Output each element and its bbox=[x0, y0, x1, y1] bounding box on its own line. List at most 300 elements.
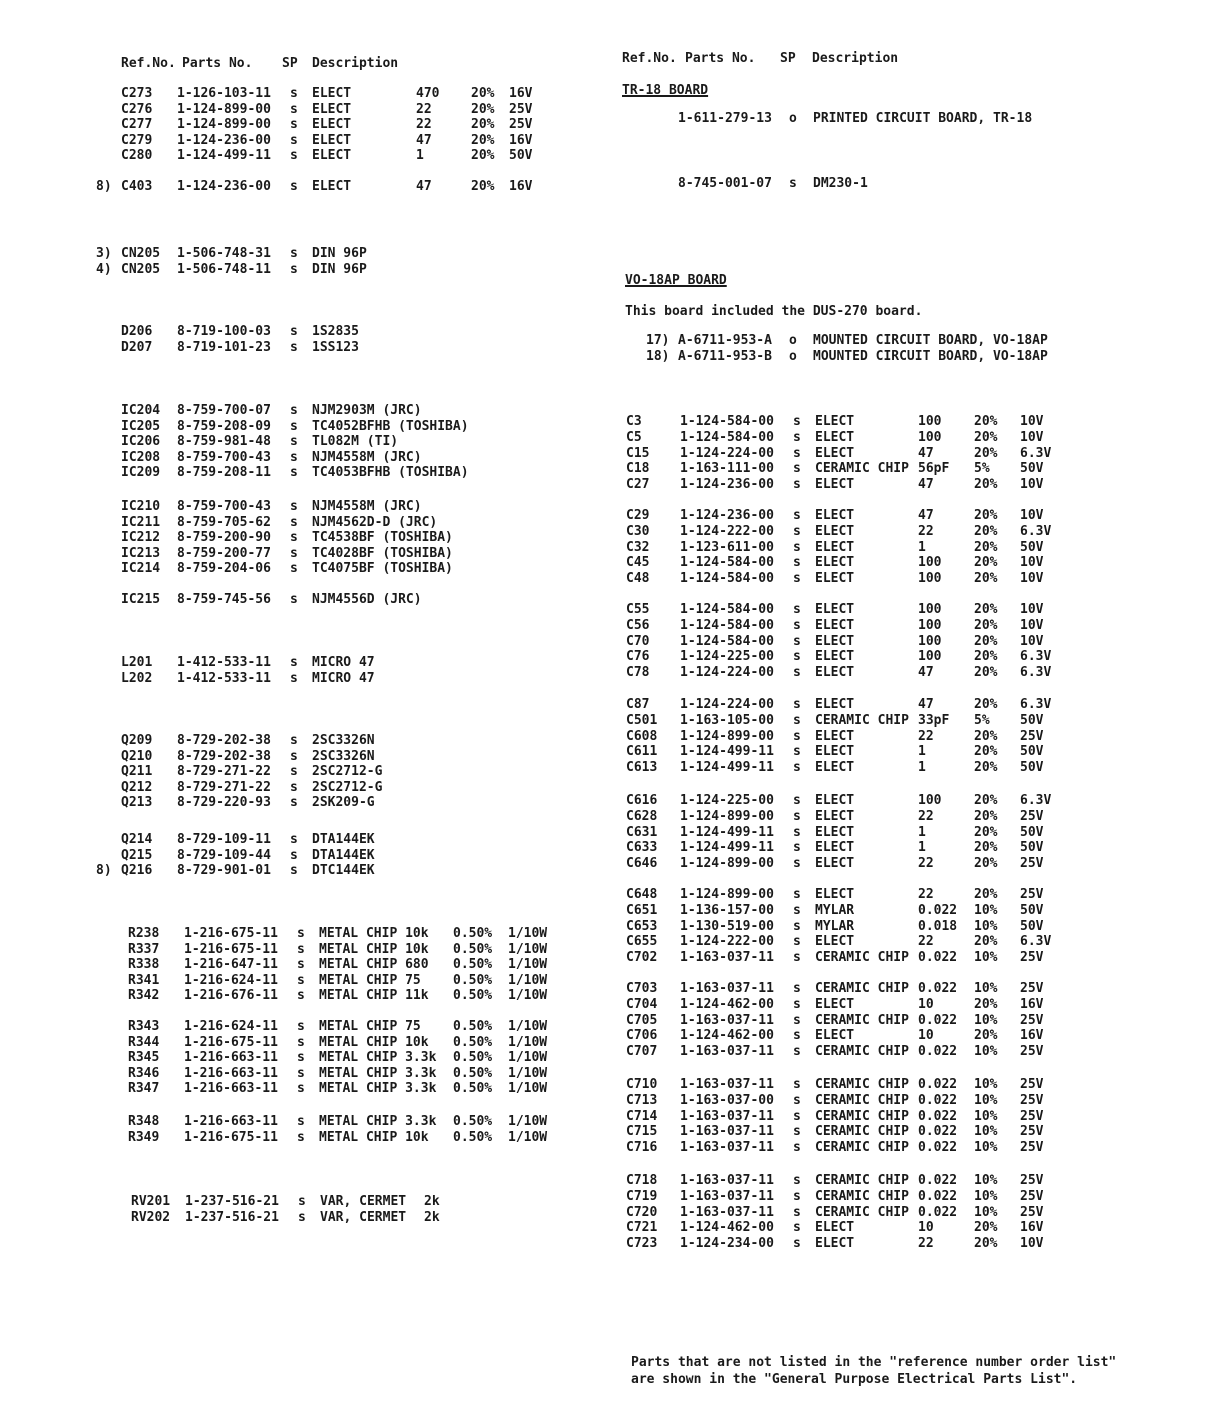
value: 1 bbox=[918, 744, 926, 760]
part-number: 8-759-705-62 bbox=[177, 514, 271, 530]
sp-code: s bbox=[793, 744, 801, 760]
description: ELECT bbox=[815, 887, 855, 902]
sp-code: s bbox=[793, 445, 801, 461]
part-number: 1-126-103-11 bbox=[177, 86, 271, 101]
sp-code: s bbox=[793, 1220, 801, 1236]
rating: 10V bbox=[1020, 429, 1044, 445]
rating: 16V bbox=[509, 132, 533, 148]
part-number: 1-124-899-00 bbox=[680, 808, 774, 824]
rating: 25V bbox=[1020, 1044, 1044, 1060]
description: CERAMIC CHIP bbox=[815, 1204, 909, 1220]
value: 0.022 bbox=[918, 1204, 958, 1220]
ref-number: R343 bbox=[128, 1019, 160, 1034]
description: ELECT bbox=[312, 117, 352, 133]
ref-number: IC214 bbox=[121, 561, 161, 577]
description: ELECT bbox=[815, 602, 855, 617]
description: CERAMIC CHIP bbox=[815, 712, 909, 728]
rating: 25V bbox=[509, 117, 533, 133]
description: CERAMIC CHIP bbox=[815, 1012, 909, 1028]
ref-number: IC210 bbox=[121, 499, 161, 514]
sp-code: s bbox=[290, 324, 298, 339]
rating: 6.3V bbox=[1020, 665, 1052, 681]
ref-number: C18 bbox=[626, 461, 650, 477]
tolerance: 20% bbox=[974, 1220, 998, 1236]
description: ELECT bbox=[815, 793, 855, 808]
ref-number: C32 bbox=[626, 539, 650, 555]
tolerance: 20% bbox=[974, 697, 998, 712]
part-number: 8-759-700-43 bbox=[177, 499, 271, 514]
sp-code: s bbox=[290, 847, 298, 863]
part-number: 1-136-157-00 bbox=[680, 902, 774, 918]
sp-code: s bbox=[290, 246, 298, 261]
sp-code: s bbox=[290, 795, 298, 811]
rating: 25V bbox=[1020, 1077, 1044, 1092]
description: ELECT bbox=[815, 996, 855, 1012]
sp-code: s bbox=[789, 176, 797, 191]
part-number: 1-216-647-11 bbox=[184, 957, 278, 973]
part-number: 1-123-611-00 bbox=[680, 539, 774, 555]
part-number: 1-216-675-11 bbox=[184, 1129, 278, 1145]
description: ELECT bbox=[815, 808, 855, 824]
header-ref-no: Ref.No. bbox=[622, 51, 677, 66]
sp-code: s bbox=[290, 418, 298, 434]
value: 1 bbox=[918, 840, 926, 856]
ref-number: R342 bbox=[128, 988, 160, 1004]
part-number: 1-124-222-00 bbox=[680, 934, 774, 950]
rating: 25V bbox=[1020, 1140, 1044, 1156]
ref-number: C710 bbox=[626, 1077, 658, 1092]
tr18-board-title: TR-18 BOARD bbox=[622, 83, 709, 98]
rating: 10V bbox=[1020, 602, 1044, 617]
sp-code: s bbox=[793, 760, 801, 776]
parts-row bbox=[622, 176, 868, 192]
rating: 16V bbox=[1020, 1028, 1044, 1044]
ref-number: C78 bbox=[626, 665, 650, 681]
part-number: 1-124-236-00 bbox=[680, 477, 774, 493]
value: 100 bbox=[918, 793, 942, 808]
tolerance: 5% bbox=[974, 461, 990, 477]
sp-code: s bbox=[793, 840, 801, 856]
part-number: 1-412-533-11 bbox=[177, 655, 271, 670]
part-number: 1-163-037-11 bbox=[680, 1173, 774, 1188]
part-number: 1-124-462-00 bbox=[680, 1028, 774, 1044]
ref-number: R347 bbox=[128, 1081, 160, 1097]
sp-code: s bbox=[297, 1034, 305, 1050]
rating: 25V bbox=[1020, 887, 1044, 902]
description: TC4028BF (TOSHIBA) bbox=[312, 545, 453, 561]
description: METAL CHIP 75 bbox=[319, 1019, 421, 1034]
part-number: 8-729-901-01 bbox=[177, 863, 271, 879]
rating: 50V bbox=[1020, 712, 1044, 728]
description: DTA144EK bbox=[312, 832, 375, 847]
rating: 6.3V bbox=[1020, 934, 1052, 950]
ref-number: Q210 bbox=[121, 748, 153, 764]
value: 470 bbox=[416, 86, 440, 101]
tolerance: 0.50% bbox=[453, 926, 493, 941]
tolerance: 20% bbox=[974, 429, 998, 445]
sp-code: s bbox=[793, 1108, 801, 1124]
value: 10 bbox=[918, 996, 934, 1012]
ref-number: C611 bbox=[626, 744, 658, 760]
rating: 16V bbox=[1020, 996, 1044, 1012]
tolerance: 20% bbox=[974, 744, 998, 760]
ref-number: C720 bbox=[626, 1204, 658, 1220]
part-number: 8-759-204-06 bbox=[177, 561, 271, 577]
part-number: 1-124-499-11 bbox=[680, 760, 774, 776]
description: ELECT bbox=[815, 1220, 855, 1236]
sp-code: s bbox=[793, 712, 801, 728]
value: 22 bbox=[416, 117, 432, 133]
ref-number: C87 bbox=[626, 697, 650, 712]
description: 1SS123 bbox=[312, 339, 359, 355]
vo18ap-board-title: VO-18AP BOARD bbox=[625, 273, 727, 288]
ref-number: IC204 bbox=[121, 403, 161, 418]
sp-code: s bbox=[793, 697, 801, 712]
part-number: 1-216-675-11 bbox=[184, 941, 278, 957]
description: ELECT bbox=[815, 824, 855, 840]
ref-number: IC205 bbox=[121, 418, 161, 434]
description: 1S2835 bbox=[312, 324, 359, 339]
description: METAL CHIP 10k bbox=[319, 941, 429, 957]
tolerance: 20% bbox=[974, 665, 998, 681]
sp-code: s bbox=[290, 132, 298, 148]
part-number: 1-237-516-21 bbox=[185, 1194, 279, 1209]
ref-number: C706 bbox=[626, 1028, 658, 1044]
sp-code: s bbox=[793, 934, 801, 950]
tolerance: 0.50% bbox=[453, 957, 493, 973]
description: DIN 96P bbox=[312, 261, 367, 277]
footnote-marker: 3) bbox=[96, 246, 112, 261]
sp-code: s bbox=[298, 1209, 306, 1225]
tolerance: 20% bbox=[471, 148, 495, 164]
description: METAL CHIP 3.3k bbox=[319, 1114, 437, 1129]
ref-number: Q209 bbox=[121, 733, 153, 748]
value: 22 bbox=[918, 808, 934, 824]
value: 0.022 bbox=[918, 1140, 958, 1156]
description: PRINTED CIRCUIT BOARD, TR-18 bbox=[813, 111, 1033, 126]
ref-number: IC213 bbox=[121, 545, 161, 561]
value: 1 bbox=[918, 824, 926, 840]
sp-code: s bbox=[793, 1092, 801, 1108]
sp-code: s bbox=[297, 957, 305, 973]
part-number: 1-124-584-00 bbox=[680, 617, 774, 633]
value: 0.018 bbox=[918, 918, 958, 934]
part-number: 1-216-675-11 bbox=[184, 926, 278, 941]
sp-code: s bbox=[297, 1050, 305, 1066]
description: ELECT bbox=[815, 1236, 855, 1252]
part-number: 1-124-584-00 bbox=[680, 571, 774, 587]
part-number: 1-216-663-11 bbox=[184, 1081, 278, 1097]
sp-code: s bbox=[793, 887, 801, 902]
tolerance: 10% bbox=[974, 1204, 998, 1220]
ref-number: R348 bbox=[128, 1114, 160, 1129]
sp-code: s bbox=[297, 988, 305, 1004]
part-number: 1-124-462-00 bbox=[680, 996, 774, 1012]
header-sp: SP bbox=[780, 51, 796, 66]
value: 0.022 bbox=[918, 1188, 958, 1204]
tolerance: 0.50% bbox=[453, 1019, 493, 1034]
ref-number: R344 bbox=[128, 1034, 160, 1050]
description: MYLAR bbox=[815, 918, 855, 934]
ref-number: IC215 bbox=[121, 592, 161, 607]
tolerance: 10% bbox=[974, 1188, 998, 1204]
tolerance: 20% bbox=[974, 824, 998, 840]
description: METAL CHIP 10k bbox=[319, 1129, 429, 1145]
tolerance: 20% bbox=[974, 602, 998, 617]
tolerance: 10% bbox=[974, 1108, 998, 1124]
sp-code: s bbox=[793, 508, 801, 523]
description: VAR, CERMET bbox=[320, 1194, 407, 1209]
description: 2SC2712-G bbox=[312, 764, 383, 780]
ref-number: C721 bbox=[626, 1220, 658, 1236]
ref-number: A-6711-953-A bbox=[678, 333, 772, 348]
ref-number: C653 bbox=[626, 918, 658, 934]
sp-code: s bbox=[297, 972, 305, 988]
description: MICRO 47 bbox=[312, 655, 375, 670]
sp-code: s bbox=[793, 1028, 801, 1044]
part-number: 1-124-236-00 bbox=[680, 508, 774, 523]
tolerance: 20% bbox=[974, 571, 998, 587]
sp-code: s bbox=[290, 545, 298, 561]
ref-number: C29 bbox=[626, 508, 650, 523]
tolerance: 20% bbox=[974, 414, 998, 429]
sp-code: s bbox=[793, 617, 801, 633]
value: 0.022 bbox=[918, 1173, 958, 1188]
description: ELECT bbox=[815, 414, 855, 429]
value: 47 bbox=[918, 445, 934, 461]
rating: 6.3V bbox=[1020, 793, 1052, 808]
header-sp: SP bbox=[282, 56, 298, 71]
footer-line-2: are shown in the "General Purpose Electrical Parts List". bbox=[631, 1372, 1078, 1387]
part-number: 1-163-111-00 bbox=[680, 461, 774, 477]
description: CERAMIC CHIP bbox=[815, 1188, 909, 1204]
ref-number: C27 bbox=[626, 477, 650, 493]
ref-number: C702 bbox=[626, 950, 658, 966]
description: DIN 96P bbox=[312, 246, 367, 261]
value: 2k bbox=[424, 1209, 440, 1225]
tolerance: 10% bbox=[974, 1077, 998, 1092]
sp-code: s bbox=[297, 1114, 305, 1129]
description: 2SC2712-G bbox=[312, 779, 383, 795]
sp-code: s bbox=[793, 1044, 801, 1060]
ref-number: C48 bbox=[626, 571, 650, 587]
sp-code: s bbox=[793, 665, 801, 681]
part-number: 1-163-105-00 bbox=[680, 712, 774, 728]
ref-number: IC211 bbox=[121, 514, 161, 530]
part-number: 1-163-037-11 bbox=[680, 981, 774, 996]
sp-code: s bbox=[793, 902, 801, 918]
ref-number: D206 bbox=[121, 324, 153, 339]
sp-code: s bbox=[290, 261, 298, 277]
value: 100 bbox=[918, 555, 942, 571]
rating: 1/10W bbox=[508, 926, 548, 941]
ref-number: C655 bbox=[626, 934, 658, 950]
ref-number: CN205 bbox=[121, 261, 161, 277]
description: CERAMIC CHIP bbox=[815, 1124, 909, 1140]
part-number: 1-506-748-31 bbox=[177, 246, 271, 261]
ref-number: C608 bbox=[626, 728, 658, 744]
tolerance: 10% bbox=[974, 1044, 998, 1060]
description: ELECT bbox=[815, 633, 855, 649]
description: CERAMIC CHIP bbox=[815, 1173, 909, 1188]
part-number: 1-216-624-11 bbox=[184, 1019, 278, 1034]
value: 47 bbox=[918, 697, 934, 712]
description: ELECT bbox=[815, 477, 855, 493]
rating: 25V bbox=[1020, 1204, 1044, 1220]
sp-code: s bbox=[290, 117, 298, 133]
tolerance: 10% bbox=[974, 950, 998, 966]
part-number: 1-163-037-00 bbox=[680, 1092, 774, 1108]
description: METAL CHIP 3.3k bbox=[319, 1081, 437, 1097]
value: 0.022 bbox=[918, 981, 958, 996]
value: 100 bbox=[918, 649, 942, 665]
tolerance: 10% bbox=[974, 1140, 998, 1156]
value: 100 bbox=[918, 633, 942, 649]
sp-code: s bbox=[290, 148, 298, 164]
description: CERAMIC CHIP bbox=[815, 1108, 909, 1124]
tolerance: 20% bbox=[974, 477, 998, 493]
sp-code: s bbox=[793, 571, 801, 587]
ref-number: C616 bbox=[626, 793, 658, 808]
part-number: 1-124-225-00 bbox=[680, 793, 774, 808]
footer-line-1: Parts that are not listed in the "reference number order list" bbox=[631, 1355, 1117, 1370]
header-description: Description bbox=[812, 51, 899, 66]
rating: 50V bbox=[509, 148, 533, 164]
part-number: 8-759-208-09 bbox=[177, 418, 271, 434]
sp-code: s bbox=[793, 728, 801, 744]
rating: 6.3V bbox=[1020, 649, 1052, 665]
value: 22 bbox=[918, 523, 934, 539]
description: METAL CHIP 680 bbox=[319, 957, 429, 973]
ref-number: C633 bbox=[626, 840, 658, 856]
ref-number: C705 bbox=[626, 1012, 658, 1028]
rating: 6.3V bbox=[1020, 445, 1052, 461]
rating: 50V bbox=[1020, 744, 1044, 760]
value: 100 bbox=[918, 429, 942, 445]
sp-code: s bbox=[290, 465, 298, 481]
tolerance: 20% bbox=[974, 887, 998, 902]
sp-code: s bbox=[793, 461, 801, 477]
ref-number: C715 bbox=[626, 1124, 658, 1140]
ref-number: IC206 bbox=[121, 434, 161, 450]
mounted-board-row bbox=[622, 349, 1048, 365]
tolerance: 20% bbox=[974, 934, 998, 950]
description: TL082M (TI) bbox=[312, 434, 399, 450]
rating: 25V bbox=[1020, 1092, 1044, 1108]
part-number: 8-759-700-07 bbox=[177, 403, 271, 418]
description: ELECT bbox=[815, 508, 855, 523]
sp-code: s bbox=[793, 1077, 801, 1092]
value: 22 bbox=[918, 1236, 934, 1252]
part-number: 1-124-899-00 bbox=[680, 887, 774, 902]
part-number: 1-124-584-00 bbox=[680, 429, 774, 445]
sp-code: s bbox=[793, 824, 801, 840]
sp-code: s bbox=[793, 414, 801, 429]
sp-code: s bbox=[297, 926, 305, 941]
rating: 50V bbox=[1020, 840, 1044, 856]
part-number: 1-124-584-00 bbox=[680, 633, 774, 649]
ref-number: C277 bbox=[121, 117, 153, 133]
rating: 10V bbox=[1020, 633, 1044, 649]
tolerance: 10% bbox=[974, 1173, 998, 1188]
tolerance: 0.50% bbox=[453, 1114, 493, 1129]
part-number: 1-124-899-00 bbox=[177, 101, 271, 117]
part-number: 1-237-516-21 bbox=[185, 1209, 279, 1225]
part-number: 8-759-981-48 bbox=[177, 434, 271, 450]
description: ELECT bbox=[815, 617, 855, 633]
sp-code: s bbox=[290, 779, 298, 795]
tolerance: 10% bbox=[974, 902, 998, 918]
tolerance: 20% bbox=[974, 508, 998, 523]
tolerance: 10% bbox=[974, 1012, 998, 1028]
description: ELECT bbox=[815, 934, 855, 950]
value: 22 bbox=[918, 934, 934, 950]
ref-number: C276 bbox=[121, 101, 153, 117]
value: 22 bbox=[918, 728, 934, 744]
value: 22 bbox=[918, 887, 934, 902]
part-number: 1-216-676-11 bbox=[184, 988, 278, 1004]
rating: 10V bbox=[1020, 571, 1044, 587]
sp-code: s bbox=[793, 539, 801, 555]
tolerance: 0.50% bbox=[453, 1034, 493, 1050]
value: 47 bbox=[416, 179, 432, 194]
tolerance: 20% bbox=[974, 617, 998, 633]
part-number: 8-759-745-56 bbox=[177, 592, 271, 607]
part-number: 1-130-519-00 bbox=[680, 918, 774, 934]
part-number: 1-124-236-00 bbox=[177, 132, 271, 148]
sp-code: s bbox=[290, 832, 298, 847]
ref-number: C30 bbox=[626, 523, 650, 539]
sp-code: s bbox=[793, 429, 801, 445]
ref-number: CN205 bbox=[121, 246, 161, 261]
part-number: 1-124-499-11 bbox=[680, 840, 774, 856]
description: ELECT bbox=[312, 132, 352, 148]
ref-number: IC209 bbox=[121, 465, 161, 481]
ref-number: C651 bbox=[626, 902, 658, 918]
ref-number: C45 bbox=[626, 555, 650, 571]
sp-code: s bbox=[290, 764, 298, 780]
rating: 50V bbox=[1020, 824, 1044, 840]
value: 100 bbox=[918, 602, 942, 617]
description: CERAMIC CHIP bbox=[815, 461, 909, 477]
tolerance: 0.50% bbox=[453, 1081, 493, 1097]
rating: 25V bbox=[1020, 1012, 1044, 1028]
rating: 25V bbox=[1020, 1173, 1044, 1188]
ref-number: C613 bbox=[626, 760, 658, 776]
tolerance: 20% bbox=[974, 808, 998, 824]
ref-number: C15 bbox=[626, 445, 650, 461]
description: ELECT bbox=[815, 649, 855, 665]
part-number: 1-216-663-11 bbox=[184, 1050, 278, 1066]
value: 100 bbox=[918, 571, 942, 587]
part-number: 1-124-224-00 bbox=[680, 445, 774, 461]
description: ELECT bbox=[312, 101, 352, 117]
tolerance: 20% bbox=[471, 101, 495, 117]
ref-number: C5 bbox=[626, 429, 642, 445]
description: NJM4562D-D (JRC) bbox=[312, 514, 438, 530]
value: 2k bbox=[424, 1194, 440, 1209]
footnote-marker: 8) bbox=[96, 863, 112, 879]
description: ELECT bbox=[815, 571, 855, 587]
ref-number: R346 bbox=[128, 1065, 160, 1081]
rating: 50V bbox=[1020, 539, 1044, 555]
ref-number: C703 bbox=[626, 981, 658, 996]
ref-number: IC208 bbox=[121, 449, 161, 465]
description: MICRO 47 bbox=[312, 670, 375, 686]
tolerance: 20% bbox=[974, 728, 998, 744]
sp-code: s bbox=[290, 670, 298, 686]
description: DTA144EK bbox=[312, 847, 375, 863]
